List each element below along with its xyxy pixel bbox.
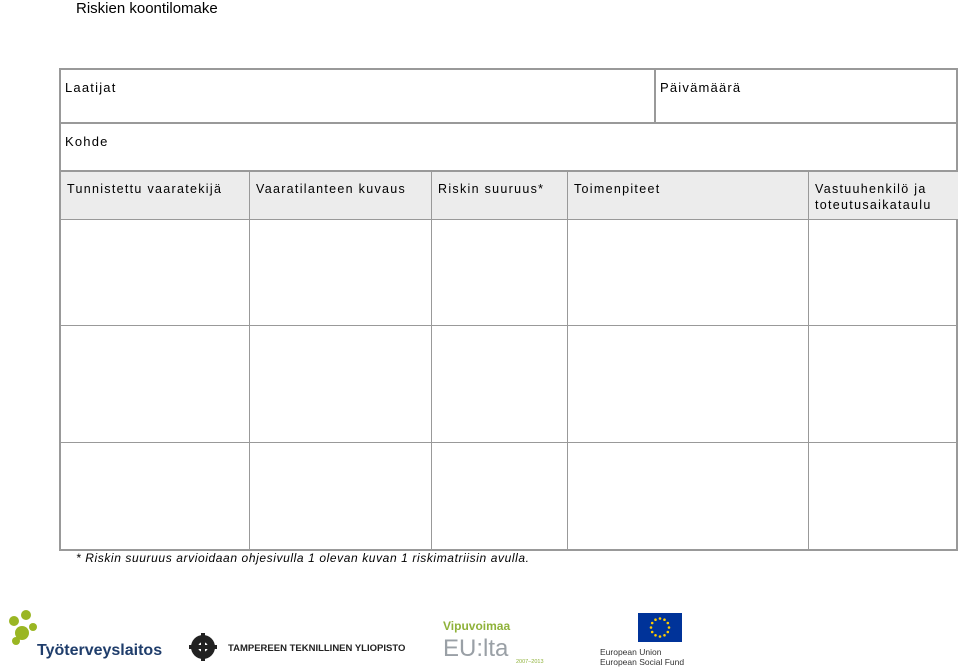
eu-flag-logo (600, 613, 684, 667)
ttl-logo (9, 610, 162, 659)
page-title: Riskien koontilomake (76, 0, 218, 17)
header-tunnistettu: Tunnistettu vaaratekijä (61, 172, 250, 220)
header-riskin-suuruus: Riskin suuruus* (432, 172, 568, 220)
tty-logo (189, 633, 405, 661)
svg-text:Työterveyslaitos: Työterveyslaitos (37, 642, 163, 659)
svg-text:2007–2013: 2007–2013 (516, 659, 544, 665)
svg-text:TAMPEREEN TEKNILLINEN YLIOPIST: TAMPEREEN TEKNILLINEN YLIOPISTO (228, 643, 406, 654)
row-divider (61, 325, 956, 326)
column-divider (808, 220, 809, 549)
svg-text:Vipuvoimaa: Vipuvoimaa (443, 619, 511, 633)
column-divider (249, 220, 250, 549)
svg-text:European Social Fund: European Social Fund (600, 657, 685, 667)
footnote: * Riskin suuruus arvioidaan ohjesivulla 1 olevan kuvan 1 riskimatriisin avulla. (76, 551, 530, 565)
kohde-label: Kohde (65, 134, 109, 149)
risk-table (59, 170, 958, 551)
kohde-field[interactable] (59, 122, 958, 172)
logo-strip (0, 605, 959, 668)
svg-text:European Union: European Union (600, 647, 662, 657)
paivamaara-label: Päivämäärä (660, 80, 742, 95)
laatijat-label: Laatijat (65, 80, 117, 95)
paivamaara-field[interactable] (654, 68, 958, 124)
column-divider (431, 220, 432, 549)
header-toimenpiteet: Toimenpiteet (568, 172, 809, 220)
header-vastuuhenkilo: Vastuuhenkilö ja toteutusaikataulu (809, 172, 958, 220)
svg-text:EU:lta: EU:lta (443, 635, 509, 662)
laatijat-field[interactable] (59, 68, 656, 124)
row-divider (61, 442, 956, 443)
vipuvoimaa-logo (443, 619, 544, 665)
column-divider (567, 220, 568, 549)
header-kuvaus: Vaaratilanteen kuvaus (250, 172, 432, 220)
